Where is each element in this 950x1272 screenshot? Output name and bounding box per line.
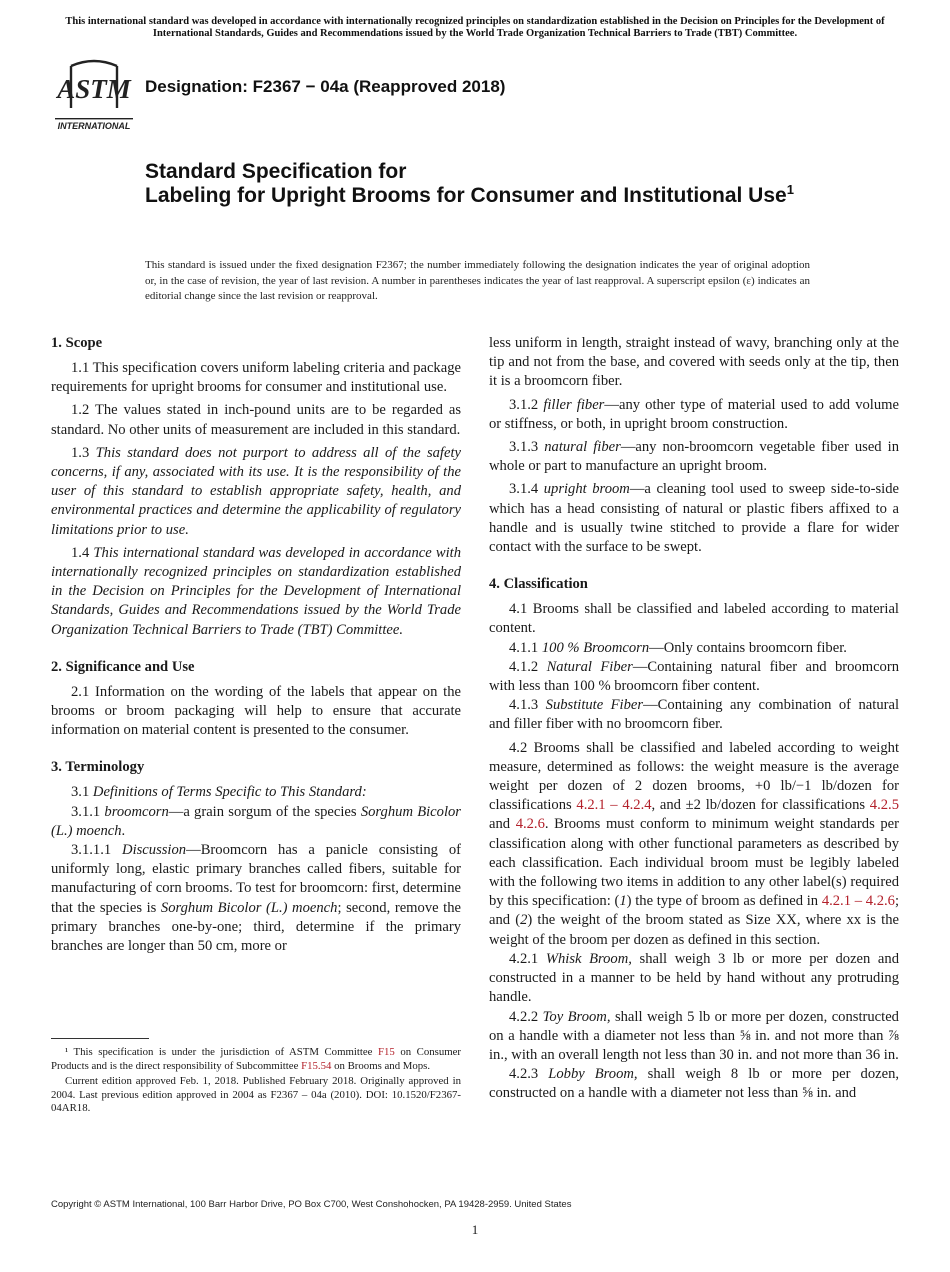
section-heading-terminology: 3. Terminology [51, 759, 145, 776]
paragraph-1-1: 1.1 This specification covers uniform labeling criteria and package requirements for upright brooms for consumer and institutional use. [51, 360, 461, 396]
paragraph-4-2-3: 4.2.3 Lobby Broom, shall weigh 8 lb or more per dozen, constructed on a handle with a diameter not less than ⅝ in. and [489, 1066, 900, 1102]
paragraph-2-1: 2.1 Information on the wording of the labels that appear on the brooms or broom packaging will help to ensure that accurate information on material content is presented to the consumer. [51, 683, 461, 739]
left-column [51, 334, 461, 960]
paragraph-4-1-1: 4.1.1 100 % Broomcorn—Only contains broomcorn fiber. [509, 639, 847, 656]
link-committee-f15[interactable]: F15 [377, 1046, 395, 1058]
copyright-line: Copyright © ASTM International, 100 Barr Harbor Drive, PO Box C700, West Conshohocken, PA 19428-2959. United States [51, 1199, 572, 1210]
title-line-2: Labeling for Upright Brooms for Consumer and Institutional Use$^1$ [145, 182, 794, 207]
paragraph-4-2-2: 4.2.2 Toy Broom, shall weigh 5 lb or more per dozen, constructed on a handle with a diameter not less than ⅝ in. and not more than ⅞ in., with an overall length not less than 30 in. and not more than 36 in. [489, 1008, 899, 1063]
designation: Designation: F2367 − 04a (Reapproved 2018) [145, 77, 506, 96]
paragraph-4-1-2: 4.1.2 Natural Fiber—Containing natural fiber and broomcorn with less than 100 % broomcorn fiber content. [489, 658, 899, 695]
paragraph-3-1-2: 3.1.2 filler fiber—any other type of material used to add volume or stiffness, or both, in upright broom construction. [489, 396, 899, 432]
paragraph-4-2: 4.2 Brooms shall be classified and labeled according to weight measure, determined as follows: the weight measure is the average weight per dozen of 2 dozen brooms, +0 lb/−1 lb/dozen for classifications 4.2.1 – 4.2.4, and ±2 lb/dozen for classifications 4.2.5 and 4.2.6. Brooms must conform to minimum weight standards per classification along with other functional parameters as described by each classification. Each individual broom must be legibly labeled with the following two items in addition to any other label(s) required by this specification: (1) the type of broom as defined in 4.2.1 – 4.2.6; and (2) the weight of the broom stated as Size XX, where xx is the weight of the broom per dozen as defined in this section. [489, 739, 899, 948]
logo-subtext: INTERNATIONAL [57, 121, 131, 131]
link-4-2-1-to-4-2-6[interactable]: 4.2.1 – 4.2.6 [821, 893, 895, 910]
paragraph-3-1-1-1: 3.1.1.1 Discussion—Broomcorn has a panicle consisting of uniformly long, elastic primary branches called fibers, suitable for manufacturing of corn brooms. To test for broomcorn: first, determine that the species is Sorghum Bicolor (L.) moench; second, remove the primary branches one-by-one; third, determine if the primary branches are longer than 50 cm, more or [51, 842, 461, 955]
document-title [145, 160, 845, 208]
link-4-2-1-to-4-2-4[interactable]: 4.2.1 – 4.2.4 [576, 797, 652, 814]
footnotes [51, 1046, 461, 1118]
paragraph-3-1-4: 3.1.4 upright broom—a cleaning tool used to sweep side-to-side which has a head consisting of natural or plastic fibers affixed to a handle and is usually twine stitched to provide a flare for wider contact with the surface to be swept. [489, 481, 899, 556]
logo-text: ASTM [57, 74, 131, 104]
paragraph-3-1: 3.1 Definitions of Terms Specific to This Standard: [71, 784, 367, 801]
paragraph-4-2-1: 4.2.1 Whisk Broom, shall weigh 3 lb or more per dozen and constructed in a manner to be held by hand without any protruding handle. [489, 950, 899, 1006]
section-heading-significance: 2. Significance and Use [51, 658, 195, 675]
page-number: 1 [471, 1222, 479, 1237]
paragraph-3-1-1-1-continued: less uniform in length, straight instead of wavy, branching only at the tip and not from the base, and covered with seeds only at the tip, then it is a broomcorn fiber. [489, 335, 899, 390]
title-line-1: Standard Specification for [145, 160, 407, 183]
paragraph-1-3: 1.3 This standard does not purport to address all of the safety concerns, if any, associated with its use. It is the responsibility of the user of this standard to establish appropriate safety, health, and environmental practices and determine the applicability of regulatory limitations prior to use. [51, 444, 461, 538]
paragraph-4-1-3: 4.1.3 Substitute Fiber—Containing any combination of natural and filler fiber with no broomcorn fiber. [489, 697, 900, 733]
section-heading-classification: 4. Classification [489, 576, 588, 593]
standard-notice: This international standard was developed in accordance with internationally recognized principles on standardization established in the Decision on Principles for the Development of International Standards, Guides and Recommendations issued by the World Trade Organization Technical Barriers to Trade (TBT) Committee. [65, 16, 885, 39]
paragraph-3-1-3: 3.1.3 natural fiber—any non-broomcorn vegetable fiber used in whole or part to manufacture an upright broom. [489, 439, 899, 475]
paragraph-3-1-1: 3.1.1 broomcorn—a grain sorgum of the species Sorghum Bicolor (L.) moench. [51, 803, 461, 839]
footnote-rule [51, 1038, 149, 1039]
paragraph-1-4: 1.4 This international standard was developed in accordance with internationally recognized principles on standardization established in the Decision on Principles for the Development of International Standards, Guides and Recommendations issued by the World Trade Organization Technical Barriers to Trade (TBT) Committee. [51, 544, 462, 638]
paragraph-4-1: 4.1 Brooms shall be classified and labeled according to material content. [489, 601, 899, 637]
issue-note: This standard is issued under the fixed designation F2367; the number immediately following the designation indicates the year of original adoption or, in the case of revision, the year of last revision. A number in parentheses indicates the year of last reapproval. A superscript epsilon (ε) indicates an editorial change since the last revision or reapproval. [145, 259, 810, 302]
footnote-2: Current edition approved Feb. 1, 2018. Published February 2018. Originally approved in 2004. Last previous edition approved in 2004 as F2367 – 04a (2010). DOI: 10.1520/F2367-04AR18. [51, 1075, 461, 1114]
link-4-2-6[interactable]: 4.2.6 [515, 816, 545, 833]
footnote-1: ¹ This specification is under the jurisdiction of ASTM Committee F15 on Consumer Products and is the direct responsibility of Subcommittee F15.54 on Brooms and Mops. [51, 1046, 461, 1072]
section-heading-scope: 1. Scope [51, 335, 103, 351]
paragraph-1-2: 1.2 The values stated in inch-pound units are to be regarded as standard. No other units of measurement are included in this standard. [51, 402, 461, 438]
link-subcommittee-f15-54[interactable]: F15.54 [301, 1059, 332, 1072]
link-4-2-5[interactable]: 4.2.5 [869, 797, 899, 814]
title-footnote-mark: 1 [786, 182, 794, 197]
right-column [489, 334, 899, 1104]
astm-logo [53, 58, 135, 132]
